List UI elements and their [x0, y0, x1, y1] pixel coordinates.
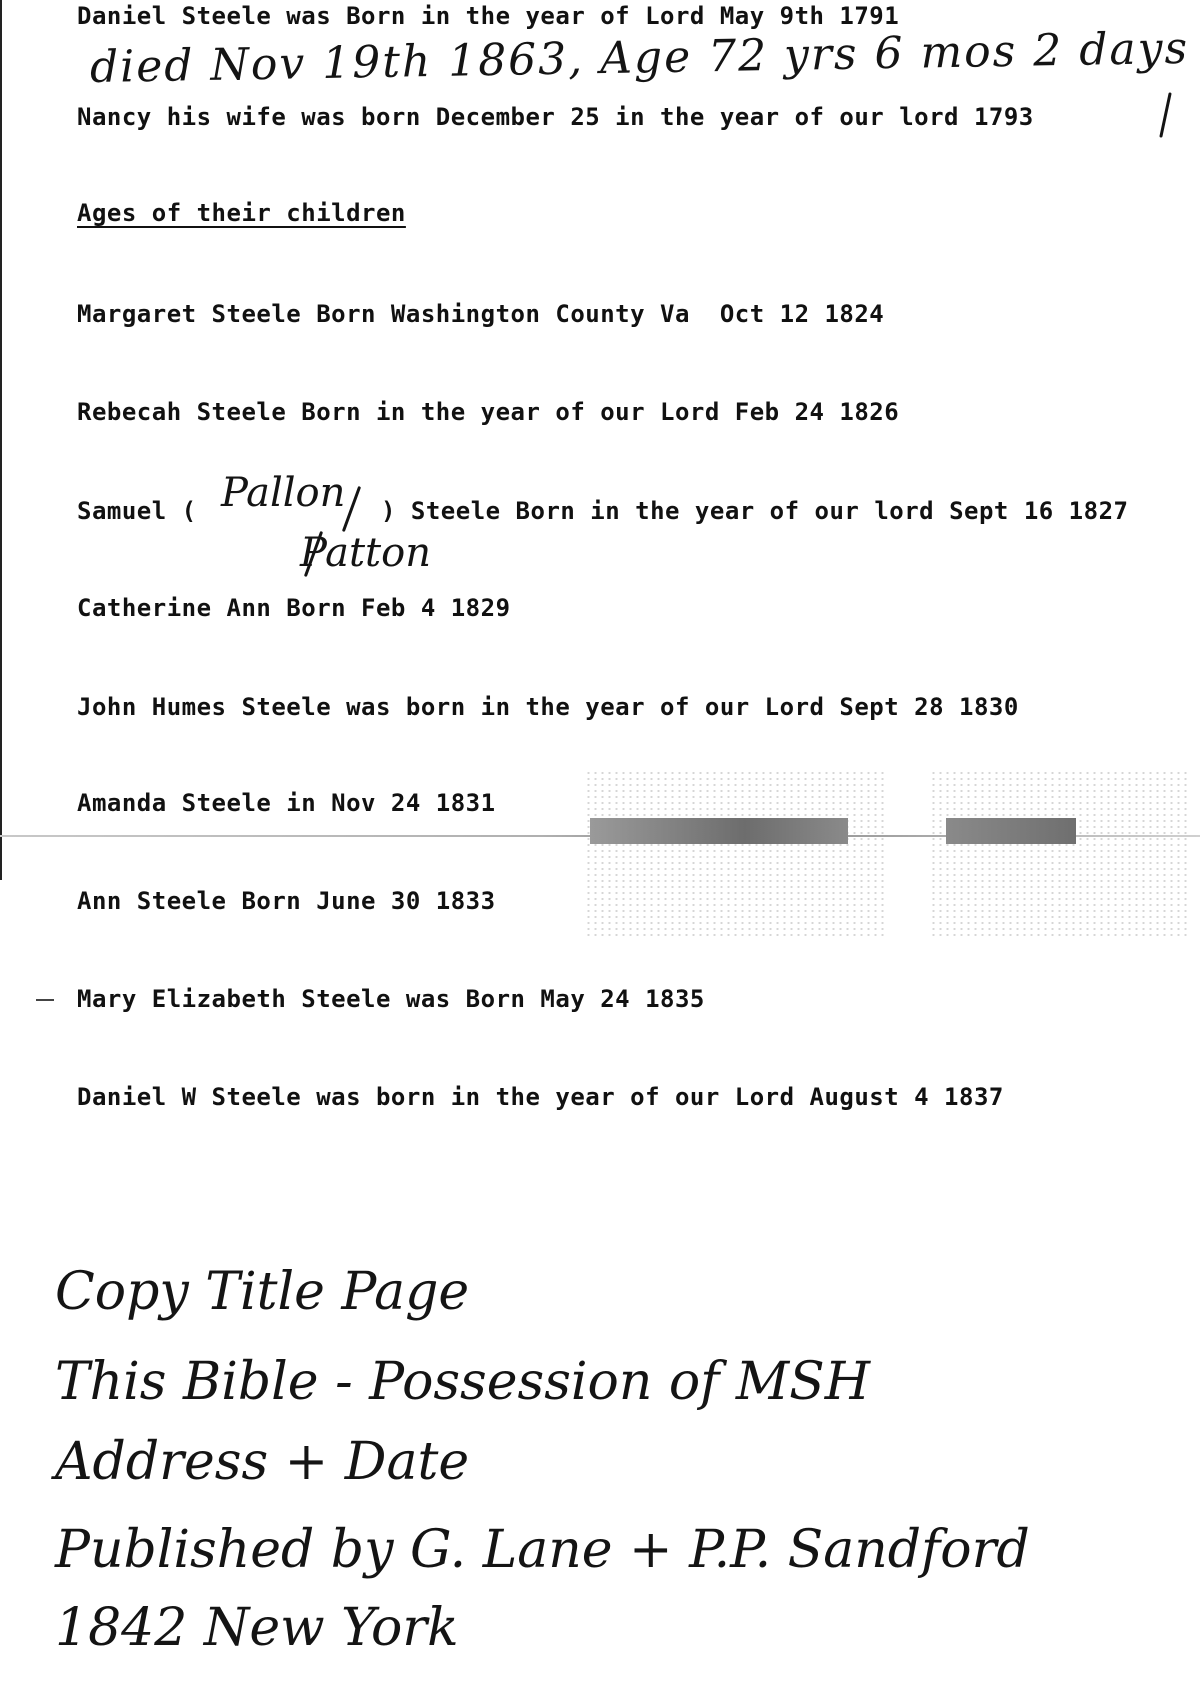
- handwritten-note-line-1: Copy Title Page: [55, 1262, 470, 1322]
- line-daniel-w: Daniel W Steele was born in the year of our Lord August 4 1837: [77, 1083, 1004, 1111]
- line-ann: Ann Steele Born June 30 1833: [77, 887, 496, 915]
- scan-noise: [930, 770, 1190, 940]
- scan-damage-block: [946, 818, 1076, 844]
- page-edge: [0, 0, 2, 880]
- line-margaret: Margaret Steele Born Washington County Va Oct 12 1824: [77, 300, 885, 328]
- line-daniel-birth: Daniel Steele was Born in the year of Lord May 9th 1791: [77, 2, 900, 30]
- handwritten-pallon: Pallon: [221, 470, 346, 516]
- line-rebecah: Rebecah Steele Born in the year of our Lord Feb 24 1826: [77, 398, 900, 426]
- line-john: John Humes Steele was born in the year of our Lord Sept 28 1830: [77, 693, 1019, 721]
- handwritten-note-line-2: This Bible - Possession of MSH: [55, 1352, 871, 1412]
- line-amanda: Amanda Steele in Nov 24 1831: [77, 789, 496, 817]
- line-samuel-prefix: Samuel (: [77, 497, 197, 525]
- line-samuel-suffix: ) Steele Born in the year of our lord Sept 16 1827: [381, 497, 1129, 525]
- handwritten-note-line-4: Published by G. Lane + P.P. Sandford: [55, 1520, 1030, 1580]
- line-mary: Mary Elizabeth Steele was Born May 24 1835: [77, 985, 705, 1013]
- scan-damage-block: [590, 818, 848, 844]
- line-catherine: Catherine Ann Born Feb 4 1829: [77, 594, 511, 622]
- handwritten-patton: Patton: [300, 530, 431, 576]
- stray-mark: [36, 999, 54, 1001]
- handwritten-death-note: died Nov 19th 1863, Age 72 yrs 6 mos 2 days: [89, 22, 1190, 93]
- handwritten-note-line-3: Address + Date: [55, 1432, 470, 1492]
- handwritten-note-line-5: 1842 New York: [55, 1598, 459, 1658]
- handwritten-slash-mark: [1159, 92, 1171, 138]
- line-nancy-birth: Nancy his wife was born December 25 in the year of our lord 1793: [77, 103, 1034, 131]
- scan-noise: [585, 770, 885, 940]
- heading-ages-of-children: Ages of their children: [77, 199, 406, 227]
